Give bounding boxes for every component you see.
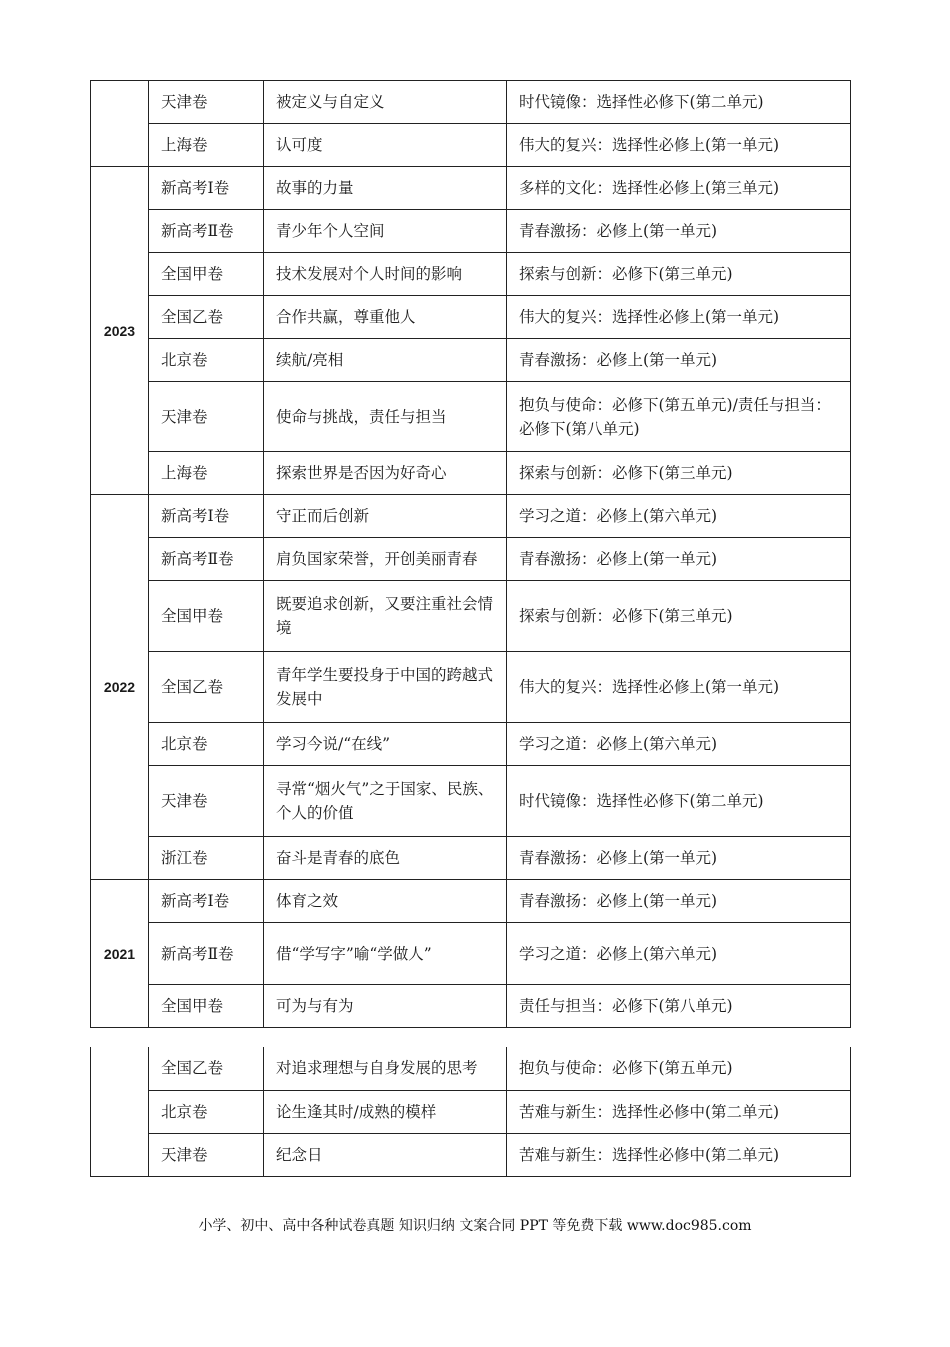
paper-cell: 全国乙卷: [149, 652, 264, 723]
paper-cell: 天津卷: [149, 81, 264, 124]
unit-cell: 责任与担当：必修下(第八单元): [507, 985, 851, 1028]
topic-cell: 借“学写字”喻“学做人”: [264, 923, 507, 985]
unit-cell: 青春激扬：必修上(第一单元): [507, 210, 851, 253]
table-row: [91, 923, 851, 985]
table-row: [91, 766, 851, 837]
table-row: [91, 880, 851, 923]
table-row: [91, 81, 851, 124]
paper-cell: 北京卷: [149, 723, 264, 766]
page-footer: 小学、初中、高中各种试卷真题 知识归纳 文案合同 PPT 等免费下载 www.doc985.com: [198, 1218, 752, 1234]
table-row: [91, 723, 851, 766]
paper-cell: 新高考Ⅰ卷: [149, 880, 264, 923]
topic-cell: 探索世界是否因为好奇心: [264, 452, 507, 495]
paper-cell: 新高考Ⅰ卷: [149, 167, 264, 210]
table-row: [91, 1090, 851, 1133]
year-cell-empty: [91, 1047, 149, 1176]
topic-cell: 既要追求创新，又要注重社会情境: [264, 581, 507, 652]
paper-cell: 新高考Ⅱ卷: [149, 923, 264, 985]
year-cell-empty: [91, 81, 149, 167]
paper-cell: 北京卷: [149, 339, 264, 382]
table-row: [91, 167, 851, 210]
topic-cell: 奋斗是青春的底色: [264, 837, 507, 880]
topic-cell: 续航/亮相: [264, 339, 507, 382]
table-row: [91, 652, 851, 723]
topic-cell: 对追求理想与自身发展的思考: [264, 1047, 507, 1090]
table-row: [91, 253, 851, 296]
topic-cell: 纪念日: [264, 1133, 507, 1176]
paper-cell: 北京卷: [149, 1090, 264, 1133]
topic-cell: 体育之效: [264, 880, 507, 923]
topic-cell: 使命与挑战，责任与担当: [264, 382, 507, 452]
unit-cell: 青春激扬：必修上(第一单元): [507, 837, 851, 880]
unit-cell: 伟大的复兴：选择性必修上(第一单元): [507, 124, 851, 167]
paper-cell: 天津卷: [149, 382, 264, 452]
year-cell: 2023: [91, 167, 149, 495]
topic-cell: 肩负国家荣誉，开创美丽青春: [264, 538, 507, 581]
unit-cell: 学习之道：必修上(第六单元): [507, 723, 851, 766]
year-cell: 2022: [91, 495, 149, 880]
table-row: [91, 339, 851, 382]
topic-cell: 青少年个人空间: [264, 210, 507, 253]
paper-cell: 上海卷: [149, 124, 264, 167]
topic-cell: 认可度: [264, 124, 507, 167]
paper-cell: 新高考Ⅱ卷: [149, 538, 264, 581]
unit-cell: 苦难与新生：选择性必修中(第二单元): [507, 1133, 851, 1176]
unit-cell: 伟大的复兴：选择性必修上(第一单元): [507, 296, 851, 339]
year-cell: 2021: [91, 880, 149, 1028]
unit-cell: 青春激扬：必修上(第一单元): [507, 538, 851, 581]
unit-cell: 伟大的复兴：选择性必修上(第一单元): [507, 652, 851, 723]
table-row: [91, 538, 851, 581]
topic-cell: 被定义与自定义: [264, 81, 507, 124]
topic-cell: 合作共赢，尊重他人: [264, 296, 507, 339]
paper-cell: 全国甲卷: [149, 985, 264, 1028]
unit-cell: 探索与创新：必修下(第三单元): [507, 452, 851, 495]
paper-cell: 上海卷: [149, 452, 264, 495]
table-row: [91, 296, 851, 339]
topic-cell: 守正而后创新: [264, 495, 507, 538]
exam-topics-table: [90, 80, 851, 1028]
unit-cell: 探索与创新：必修下(第三单元): [507, 581, 851, 652]
topic-cell: 故事的力量: [264, 167, 507, 210]
paper-cell: 全国甲卷: [149, 581, 264, 652]
unit-cell: 多样的文化：选择性必修上(第三单元): [507, 167, 851, 210]
paper-cell: 浙江卷: [149, 837, 264, 880]
unit-cell: 抱负与使命：必修下(第五单元)/责任与担当：必修下(第八单元): [507, 382, 851, 452]
table-row: [91, 495, 851, 538]
paper-cell: 天津卷: [149, 1133, 264, 1176]
unit-cell: 青春激扬：必修上(第一单元): [507, 339, 851, 382]
exam-topics-table-continued: [90, 1047, 851, 1177]
paper-cell: 全国乙卷: [149, 1047, 264, 1090]
topic-cell: 青年学生要投身于中国的跨越式发展中: [264, 652, 507, 723]
topic-cell: 论生逢其时/成熟的模样: [264, 1090, 507, 1133]
unit-cell: 探索与创新：必修下(第三单元): [507, 253, 851, 296]
paper-cell: 全国乙卷: [149, 296, 264, 339]
table-row: [91, 210, 851, 253]
unit-cell: 时代镜像：选择性必修下(第二单元): [507, 81, 851, 124]
unit-cell: 时代镜像：选择性必修下(第二单元): [507, 766, 851, 837]
paper-cell: 新高考Ⅱ卷: [149, 210, 264, 253]
table-row: [91, 382, 851, 452]
topic-cell: 可为与有为: [264, 985, 507, 1028]
unit-cell: 学习之道：必修上(第六单元): [507, 923, 851, 985]
topic-cell: 学习今说/“在线”: [264, 723, 507, 766]
paper-cell: 天津卷: [149, 766, 264, 837]
paper-cell: 全国甲卷: [149, 253, 264, 296]
unit-cell: 学习之道：必修上(第六单元): [507, 495, 851, 538]
unit-cell: 抱负与使命：必修下(第五单元): [507, 1047, 851, 1090]
unit-cell: 青春激扬：必修上(第一单元): [507, 880, 851, 923]
table-row: [91, 452, 851, 495]
unit-cell: 苦难与新生：选择性必修中(第二单元): [507, 1090, 851, 1133]
table-row: [91, 1047, 851, 1090]
table-row: [91, 581, 851, 652]
table-row: [91, 837, 851, 880]
topic-cell: 技术发展对个人时间的影响: [264, 253, 507, 296]
topic-cell: 寻常“烟火气”之于国家、民族、个人的价值: [264, 766, 507, 837]
table-row: [91, 985, 851, 1028]
table-row: [91, 124, 851, 167]
table-row: [91, 1133, 851, 1176]
paper-cell: 新高考Ⅰ卷: [149, 495, 264, 538]
